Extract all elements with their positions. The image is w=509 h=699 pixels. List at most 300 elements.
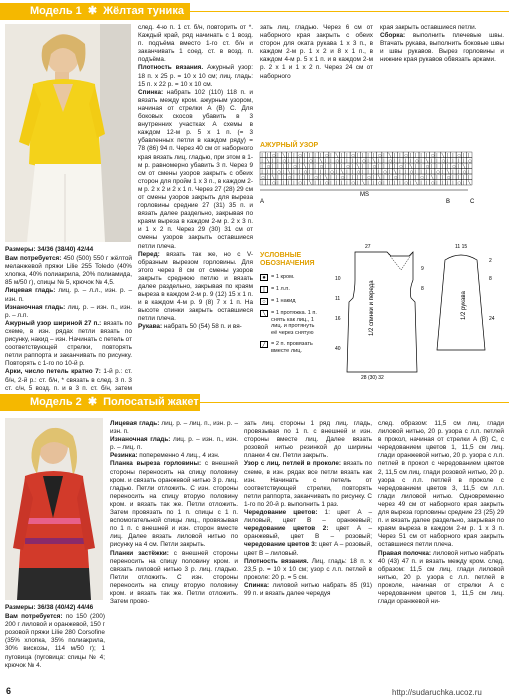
chart-symbol: | bbox=[325, 163, 327, 169]
chart-symbol: | bbox=[293, 179, 295, 185]
chart-symbol: ╲ bbox=[441, 152, 445, 158]
chart-arrow-a: A bbox=[260, 199, 265, 205]
chart-symbol: ╲ bbox=[431, 174, 434, 180]
dim-2: 2 bbox=[489, 258, 492, 264]
chart-symbol: | bbox=[362, 152, 364, 158]
chart-symbol: ○ bbox=[303, 168, 308, 174]
chart-symbol: ╲ bbox=[340, 168, 344, 174]
chart-symbol: | bbox=[452, 179, 454, 185]
chart-symbol: ╲ bbox=[319, 157, 323, 163]
chart-symbol: | bbox=[409, 174, 412, 180]
chart-symbol: | bbox=[272, 163, 274, 169]
paragraph: Спинка: набрать 102 (110) 118 п. и вязать между кром. ажурным узором, начиная от стрелки A (B) C. Для боковых скосов убавить в 3 внутренних участках A схемы в каждом 12-м р. 5 x 1 п. (= 3 убавленных петли в каждом ряду) = 78 (86) 94 п. Через 40 см от наборного края вязать лиц. гладью, при этом в 1-м р. равномерно убавить 3 п. Через 9 см от смены узоров закрыть с обеих сторон для пройм 1 x 3 п., в каждом 2-м р. 2 x 2 и 2 x 1 п. Через 27 (28) 29 см от смены узоров закрыть для выреза горловины средние 27 (31) 35 п. и вязать далее раздельно, закрывая по краям выреза в каждом 2-м р. 2 x 3 п. и 1 x 2 п. Через 29 (30) 31 см от смены узоров закрыть оставшиеся петли плеча. bbox=[138, 88, 253, 250]
chart-symbol: | bbox=[388, 174, 390, 180]
chart-symbol: | bbox=[431, 157, 433, 163]
chart-symbol: ○ bbox=[372, 163, 377, 169]
v-neck-line bbox=[387, 252, 413, 270]
legend-knit: = 1 л.п. bbox=[271, 286, 290, 292]
chart-symbol: | bbox=[383, 157, 385, 163]
chart-symbol: ╲ bbox=[335, 152, 339, 158]
chart-symbol: | bbox=[346, 174, 348, 180]
chart-symbol: ○ bbox=[309, 157, 313, 163]
dim-11: 11 bbox=[335, 296, 341, 302]
woman-striped-jacket-image bbox=[5, 418, 103, 600]
chart-symbol: ○ bbox=[399, 163, 403, 169]
legend-symbol-k2tog: ╱ bbox=[260, 341, 268, 348]
legend-ssk: = 1 протяжка. 1 п. снять как лиц., 1 лиц. и протянуть её через снятую bbox=[271, 310, 317, 336]
paragraph: Лицевая гладь: лиц. р. – л.л., изн. р. – изн. п. bbox=[5, 287, 132, 303]
chart-symbol: | bbox=[340, 157, 343, 163]
sleeve-label: 1/2 рукава bbox=[461, 291, 467, 320]
paragraph: Правая полочка: лиловой нитью набрать 40 (43) 47 п. и вязать между кром. след. образом: 11,5 см лиц. глади лиловой нитью, 20 р. узора с л.п. петлей в проколе, начиная от стрелки A с чередованием цветов 1, 11,5 см лиц. глади оранжевой ни- bbox=[378, 549, 504, 606]
chart-symbol: | bbox=[325, 157, 327, 163]
chart-symbol: | bbox=[303, 179, 306, 185]
paragraph: след. образом: 11,5 см лиц. глади лиловой нитью, 20 р. узора с л.п. петлей в прокол, начиная от стрелки A (B) C, с чередованием цветов 1, 11,5 см лиц. глади оранжевой нитью, 20 р. узора с л.п. петлей в прокол с чередованием цветов 2, 11,5 см лиц. глади розовой нитью, 20 р. узора с л.п. петлей в проколе с чередованием цветов 3, 11,5 см л.п. глади лиловой нитью. Одновременно через 49 см от наборного края закрыть для выреза горловины средние 23 (25) 29 п. и вязать далее раздельно, закрывая по краям выреза в каждом 2-м р. 1 x 3 п. Через 51 см от наборного края закрыть оставшиеся петли плеча. bbox=[378, 420, 504, 549]
chart-symbol: ╲ bbox=[356, 163, 360, 169]
chart-symbol: ╲ bbox=[287, 168, 291, 174]
chart-symbol: | bbox=[287, 179, 290, 185]
chart-symbol: ○ bbox=[409, 168, 414, 174]
chart-symbol: | bbox=[468, 152, 470, 158]
chart-symbol: | bbox=[415, 163, 417, 169]
chart-symbol: | bbox=[462, 152, 465, 158]
paragraph: Спинка: лиловой нитью набрать 85 (91) 99 п. и вязать далее чередуя bbox=[244, 581, 372, 597]
chart-symbol: | bbox=[335, 163, 337, 169]
chart-symbol: | bbox=[383, 163, 385, 169]
lace-pattern-label: АЖУРНЫЙ УЗОР bbox=[260, 142, 319, 149]
chart-symbol: | bbox=[372, 174, 375, 180]
dim-8: 8 bbox=[421, 286, 424, 292]
chart-arrow-c: C bbox=[470, 199, 475, 205]
chart-symbol: | bbox=[399, 157, 401, 163]
chart-symbol: | bbox=[462, 157, 465, 163]
chart-symbol: | bbox=[415, 168, 417, 174]
chart-symbol: | bbox=[261, 152, 263, 158]
chart-symbol: ╲ bbox=[309, 179, 312, 185]
chart-symbol: ○ bbox=[393, 174, 398, 180]
chart-symbol: | bbox=[462, 174, 465, 180]
chart-symbol: | bbox=[330, 157, 332, 163]
paragraph: Изнаночная гладь: лиц. р. – изн. п., изн. р. – лиц. п. bbox=[110, 436, 238, 452]
chart-symbol: | bbox=[446, 163, 449, 169]
chart-symbol: | bbox=[330, 174, 332, 180]
chart-symbol: | bbox=[446, 152, 449, 158]
chart-symbol: | bbox=[462, 179, 465, 185]
chart-symbol: | bbox=[415, 174, 417, 180]
model2-photo bbox=[5, 418, 103, 600]
legend-symbol-yo: ○ bbox=[260, 298, 268, 305]
chart-symbol: | bbox=[431, 168, 433, 174]
chart-symbol: ○ bbox=[272, 179, 276, 185]
model1-col2-text bbox=[138, 24, 253, 332]
chart-symbol: | bbox=[436, 157, 438, 163]
chart-symbol: | bbox=[277, 163, 279, 169]
legend-label: УСЛОВНЫЕ ОБОЗНАЧЕНИЯ bbox=[260, 252, 315, 267]
chart-symbol: ╲ bbox=[393, 168, 397, 174]
chart-symbol: | bbox=[393, 163, 396, 169]
chart-symbol: | bbox=[314, 157, 316, 163]
chart-symbol: | bbox=[282, 168, 284, 174]
legend-symbol-edge: ● bbox=[260, 274, 268, 281]
chart-symbol: ╲ bbox=[409, 163, 413, 169]
chart-symbol: | bbox=[367, 157, 369, 163]
chart-symbol: ○ bbox=[441, 157, 446, 163]
model2-column-2 bbox=[110, 420, 238, 682]
model1-col3-text: зать лиц. гладью. Через 6 см от наборного края закрыть с обеих сторон для оката рукава 1 x 3 п., в каждом 2-м р. 1 x 2 и 8 x 1 п., в каждом 4-м р. 5 x 1 п. и в каждом 2-м р. 2 x 1 и 1 x 2 п. Через 24 см от наборного bbox=[260, 24, 373, 80]
dim-27: 27 bbox=[365, 244, 371, 250]
chart-symbol: ○ bbox=[293, 163, 297, 169]
chart-symbol: | bbox=[277, 174, 279, 180]
chart-symbol: ○ bbox=[325, 179, 329, 185]
chart-symbol: | bbox=[325, 168, 327, 174]
chart-symbol: ○ bbox=[261, 174, 265, 180]
chart-symbol: | bbox=[399, 179, 401, 185]
chart-symbol: ╲ bbox=[462, 163, 466, 169]
chart-symbol: | bbox=[420, 179, 422, 185]
chart-symbol: ○ bbox=[282, 157, 287, 163]
chart-symbol: | bbox=[293, 157, 295, 163]
chart-symbol: | bbox=[266, 174, 269, 180]
chart-symbol: ╲ bbox=[362, 179, 365, 185]
chart-symbol: ○ bbox=[431, 179, 435, 185]
chart-symbol: | bbox=[298, 174, 300, 180]
chart-symbol: | bbox=[282, 179, 284, 185]
star-icon: ✱ bbox=[87, 396, 98, 408]
back-front-label: 1/2 спинки и переда bbox=[369, 280, 375, 336]
chart-symbol: | bbox=[330, 179, 332, 185]
source-url: http://sudaruchka.ucoz.ru bbox=[392, 688, 482, 697]
chart-symbol: | bbox=[346, 157, 348, 163]
chart-symbol: | bbox=[457, 157, 459, 163]
chart-symbol: ○ bbox=[436, 168, 440, 174]
chart-symbol: | bbox=[452, 152, 454, 158]
chart-symbol: | bbox=[420, 168, 422, 174]
chart-symbol: | bbox=[309, 174, 311, 180]
chart-symbol: | bbox=[266, 168, 269, 174]
chart-symbol: | bbox=[362, 168, 364, 174]
chart-symbol: | bbox=[314, 152, 316, 158]
woman-yellow-tunic-image bbox=[5, 24, 131, 242]
chart-symbol: | bbox=[420, 163, 422, 169]
chart-symbol: | bbox=[351, 174, 353, 180]
chart-symbol: | bbox=[266, 179, 269, 185]
dim-8b: 8 bbox=[489, 276, 492, 282]
chart-symbol: | bbox=[340, 163, 343, 169]
paragraph: Чередование цветов: 1: цвет A – лиловый, цвет B – оранжевый; чередование цветов 2: цвет A – оранжевый, цвет B – розовый; чередование цветов 3: цвет A – розовый, цвет B – лиловый. bbox=[244, 509, 372, 557]
chart-symbol: ○ bbox=[287, 174, 292, 180]
chart-symbol: | bbox=[378, 157, 380, 163]
chart-symbol: ○ bbox=[362, 157, 366, 163]
back-front-outline bbox=[347, 252, 417, 372]
chart-symbol: | bbox=[261, 157, 263, 163]
chart-symbol: ○ bbox=[314, 174, 318, 180]
chart-symbol: ╲ bbox=[266, 157, 270, 163]
chart-symbol: | bbox=[404, 157, 406, 163]
chart-symbol: ○ bbox=[462, 168, 467, 174]
chart-symbol: | bbox=[436, 179, 438, 185]
chart-symbol: | bbox=[287, 163, 290, 169]
chart-symbol: | bbox=[378, 163, 380, 169]
chart-arrow-b: B bbox=[446, 199, 451, 205]
chart-symbol: | bbox=[441, 163, 443, 169]
chart-symbol: | bbox=[425, 179, 428, 185]
chart-symbol: | bbox=[436, 163, 438, 169]
chart-symbol: ○ bbox=[415, 157, 419, 163]
page-number: 6 bbox=[6, 686, 12, 696]
chart-symbol: ○ bbox=[340, 174, 345, 180]
chart-symbol: | bbox=[314, 168, 316, 174]
chart-symbol: | bbox=[425, 152, 428, 158]
lace-pattern-chart bbox=[258, 150, 506, 206]
chart-symbol: | bbox=[340, 179, 343, 185]
chart-symbol: ╲ bbox=[272, 174, 275, 180]
chart-symbol: ○ bbox=[277, 168, 281, 174]
chart-symbol: | bbox=[319, 179, 322, 185]
chart-symbol: | bbox=[356, 152, 359, 158]
chart-symbol: | bbox=[409, 152, 412, 158]
chart-symbol: | bbox=[319, 168, 322, 174]
chart-symbol: | bbox=[356, 174, 359, 180]
chart-symbol: | bbox=[399, 174, 401, 180]
chart-symbol: ○ bbox=[383, 168, 387, 174]
paragraph: зать лиц. стороны 1 ряд лиц. гладь, провязывая по 1 п. с внешней и изн. стороны вместе лиц. Далее вязать розовой нитью резинкой до ширины планки 4 см. Петли закрыть. bbox=[244, 420, 372, 460]
dim-11-15: 11 15 bbox=[455, 244, 468, 250]
chart-symbol: ○ bbox=[356, 168, 361, 174]
chart-symbol: | bbox=[314, 163, 316, 169]
chart-symbol: | bbox=[399, 168, 401, 174]
legend-symbol-ssk: ╲ bbox=[260, 310, 268, 317]
chart-symbol: | bbox=[409, 157, 412, 163]
model1-number: Модель 1 bbox=[30, 5, 82, 17]
paragraph: Вам потребуется: 450 (500) 550 г жёлтой меланжевой пряжи Lilie 255 Toledo (40% хлопка, 40% полиакрила, 20% полиамида, 85 м/50 г), спицы № 5, крючок № 4,5. bbox=[5, 255, 132, 287]
chart-symbol: ○ bbox=[404, 152, 408, 158]
chart-symbol: | bbox=[335, 168, 337, 174]
chart-symbol: | bbox=[282, 163, 284, 169]
paragraph: Изнаночная гладь: лиц. р. – изн. п., изн. р. – л.п. bbox=[5, 303, 132, 319]
chart-symbol: | bbox=[441, 174, 443, 180]
chart-symbol: | bbox=[298, 163, 300, 169]
chart-symbol: | bbox=[293, 174, 295, 180]
chart-symbol: | bbox=[372, 179, 375, 185]
chart-symbol: | bbox=[272, 157, 274, 163]
chart-symbol: ○ bbox=[420, 174, 424, 180]
chart-symbol: | bbox=[436, 152, 438, 158]
model1-photo bbox=[5, 24, 131, 242]
chart-symbol: | bbox=[383, 179, 385, 185]
chart-symbol: | bbox=[303, 152, 306, 158]
dim-16: 16 bbox=[335, 316, 341, 322]
dim-40: 40 bbox=[335, 346, 341, 352]
chart-symbol: | bbox=[266, 152, 269, 158]
chart-symbol: | bbox=[425, 168, 428, 174]
chart-symbol: | bbox=[362, 163, 364, 169]
chart-symbol: | bbox=[298, 157, 300, 163]
ms-label: MS bbox=[360, 192, 369, 198]
paragraph: Плотность вязания. Ажурный узор: 18 п. x 25 р. = 10 x 10 см; лиц. гладь: 15 п. x 22 р. = 10 x 10 см. bbox=[138, 64, 254, 88]
chart-symbol: | bbox=[362, 174, 364, 180]
legend-yo: = 1 накид bbox=[271, 298, 296, 304]
model2-sizes: 36/38 (40/42) 44/46 bbox=[37, 604, 94, 611]
chart-symbol: ○ bbox=[298, 152, 302, 158]
chart-symbol: | bbox=[351, 163, 353, 169]
chart-symbol: | bbox=[351, 168, 353, 174]
chart-symbol: ○ bbox=[266, 163, 271, 169]
chart-symbol: | bbox=[367, 152, 369, 158]
star-icon: ✱ bbox=[87, 5, 98, 17]
model2-header bbox=[0, 394, 200, 411]
chart-symbol: | bbox=[452, 157, 454, 163]
chart-symbol: ○ bbox=[431, 152, 435, 158]
chart-symbol: | bbox=[309, 168, 311, 174]
chart-symbol: ○ bbox=[298, 179, 302, 185]
chart-symbol: ╲ bbox=[325, 174, 328, 180]
chart-symbol: | bbox=[404, 163, 406, 169]
paragraph: Лицевая гладь: лиц. р. – лиц. п., изн. р. – изн. п. bbox=[110, 420, 239, 436]
chart-symbol: | bbox=[409, 179, 412, 185]
chart-symbol: | bbox=[388, 179, 390, 185]
chart-symbol: | bbox=[431, 163, 433, 169]
chart-symbol: ○ bbox=[330, 168, 334, 174]
header-rule bbox=[190, 11, 509, 12]
chart-symbol: ╲ bbox=[415, 179, 418, 185]
chart-symbol: | bbox=[436, 174, 438, 180]
model1-column-2 bbox=[138, 24, 253, 384]
chart-symbol: | bbox=[452, 174, 454, 180]
paragraph: Рукава: набрать 50 (54) 58 п. и вя- bbox=[138, 323, 242, 331]
chart-symbol: ○ bbox=[388, 157, 393, 163]
model2-column-4 bbox=[378, 420, 504, 682]
chart-symbol: | bbox=[425, 174, 428, 180]
chart-symbol: | bbox=[261, 163, 263, 169]
chart-symbol: | bbox=[388, 168, 390, 174]
chart-symbol: | bbox=[468, 174, 470, 180]
paragraph: Арки, число петель кратно 7: 1-й р.: ст. б/н, 2-й р.: ст. б/н, * связать в след. 3 п. 3 ст. с/н, 5 возд. п. и в 3 п. ст. б/н, затем bbox=[5, 368, 132, 392]
chart-symbol: ○ bbox=[457, 179, 461, 185]
chart-symbol: | bbox=[330, 152, 332, 158]
chart-symbol: | bbox=[287, 157, 290, 163]
paragraph: Резинка: попеременно 4 лиц., 4 изн. bbox=[110, 452, 220, 460]
legend-symbol-knit: | bbox=[260, 286, 268, 293]
chart-symbol: | bbox=[335, 179, 337, 185]
chart-symbol: ○ bbox=[367, 174, 371, 180]
paragraph: Планки застёжки: с внешней стороны переносить на спицу половину кром. и связать лиловой нитью 3 р. лиц. гладью. Петли отложить. С изн. стороны переносить на спицу вторую половину кром. и вязать так же. Петли отложить. Затем прово- bbox=[110, 549, 238, 606]
chart-symbol: | bbox=[356, 179, 359, 185]
paragraph: Ажурный узор шириной 27 п.: вязать по схеме, в изн. рядах петли вязать по рисунку, накид – изн. Начинать с петель от соответствующей стрелки, повторять петли раппорта и заканчивать по рисунку. Повторять с 1-го по 10-й р. bbox=[5, 319, 132, 368]
chart-symbol: | bbox=[415, 152, 417, 158]
chart-symbol: | bbox=[383, 174, 385, 180]
chart-symbol: ○ bbox=[346, 163, 350, 169]
dim-width: 28 (30) 32 bbox=[361, 375, 384, 381]
chart-symbol: | bbox=[346, 179, 348, 185]
chart-symbol: | bbox=[303, 174, 306, 180]
chart-symbol: | bbox=[388, 163, 390, 169]
model2-title: Полосатый жакет bbox=[103, 396, 199, 408]
chart-symbol: ○ bbox=[378, 179, 382, 185]
chart-grid bbox=[260, 152, 472, 185]
chart-symbol: | bbox=[272, 168, 274, 174]
chart-symbol: | bbox=[378, 168, 380, 174]
chart-symbol: ○ bbox=[425, 163, 430, 169]
model2-sizes-label: Размеры: bbox=[5, 604, 36, 611]
model2-col3-text bbox=[244, 420, 372, 598]
chart-symbol: ○ bbox=[468, 157, 472, 163]
chart-symbol: | bbox=[446, 157, 449, 163]
chart-symbol: ╲ bbox=[372, 157, 376, 163]
model2-left-column bbox=[5, 604, 105, 684]
chart-symbol: ○ bbox=[446, 174, 451, 180]
chart-symbol: | bbox=[457, 168, 459, 174]
chart-symbol: | bbox=[420, 152, 422, 158]
chart-symbol: ╲ bbox=[388, 152, 392, 158]
chart-symbol: | bbox=[298, 168, 300, 174]
chart-symbol: | bbox=[404, 168, 406, 174]
chart-symbol: | bbox=[468, 168, 470, 174]
chart-symbol: ○ bbox=[404, 179, 408, 185]
chart-symbol: | bbox=[277, 157, 279, 163]
chart-symbol: ○ bbox=[325, 152, 329, 158]
model1-col4-text: края закрыть оставшиеся петли. Сборка: выполнить плечевые швы. Втачать рукава, выполнить боковые швы и швы рукавов. Вырез горловины и нижние края рукавов обвязать арками. bbox=[380, 24, 504, 64]
chart-symbol: ╲ bbox=[446, 168, 450, 174]
chart-symbol: | bbox=[293, 152, 295, 158]
model1-header bbox=[0, 3, 190, 20]
chart-symbol: | bbox=[372, 152, 375, 158]
chart-symbol: ○ bbox=[378, 152, 382, 158]
model2-number: Модель 2 bbox=[30, 396, 82, 408]
chart-symbol: ○ bbox=[319, 163, 324, 169]
paragraph: Узор с лиц. петлей в проколе: вязать по схеме, в изн. рядах все петли вязать как изн. Начинать с петель от соответствующей стрелки, повторять петли раппорта, заканчивать по рисунку. С 1-го по 20-й р. выполнить 1 раз. bbox=[244, 460, 372, 508]
chart-symbol: ○ bbox=[335, 157, 340, 163]
chart-symbol: | bbox=[457, 163, 459, 169]
chart-symbol: ○ bbox=[457, 152, 461, 158]
paragraph: Вам потребуется: по 150 (200) 200 г лиловой и оранжевой, 150 г розовой пряжи Lilie 280 Corsofine (35% хлопка, 35% полиакрила, 30% вискозы, 114 м/50 г); 1 пуговица (пуговица: спицы № 4; крючок № 4. bbox=[5, 613, 105, 669]
chart-symbol: | bbox=[340, 152, 343, 158]
chart-symbol: ╲ bbox=[303, 163, 307, 169]
model1-column-3-top bbox=[260, 24, 373, 108]
chart-symbol: | bbox=[399, 152, 401, 158]
legend-edge: = 1 кром. bbox=[271, 274, 295, 280]
chart-symbol: | bbox=[393, 152, 396, 158]
model2-column-3 bbox=[244, 420, 372, 682]
dim-10: 10 bbox=[335, 276, 341, 282]
chart-symbol: | bbox=[420, 157, 422, 163]
legend-k2tog: = 2 п. провязать вместе лиц. bbox=[271, 341, 313, 354]
chart-symbol: ○ bbox=[351, 152, 355, 158]
chart-symbol: | bbox=[309, 163, 311, 169]
model1-left-column bbox=[5, 246, 132, 392]
chart-symbol: | bbox=[346, 152, 348, 158]
chart-symbol: | bbox=[303, 157, 306, 163]
chart-symbol: | bbox=[367, 168, 369, 174]
chart-symbol: | bbox=[335, 174, 337, 180]
chart-symbol: | bbox=[441, 168, 443, 174]
chart-symbol: | bbox=[356, 157, 359, 163]
chart-symbol: | bbox=[393, 179, 396, 185]
legend-list bbox=[260, 274, 320, 355]
chart-symbol: | bbox=[452, 168, 454, 174]
dim-24: 24 bbox=[489, 316, 495, 322]
model1-sizes-label: Размеры: bbox=[5, 246, 36, 253]
chart-symbol: | bbox=[261, 168, 263, 174]
paragraph: Планка выреза горловины: с внешней стороны переносить на спицу половину кром. и связать оранжевой нитью 3 р. лиц. гладью. Петли отложить. С изн. стороны переносить на спицу вторую половину кром. и вязать так же. Петли отложить. Затем провязать по 1 п. спицы с 1 п. вспомогательной спицы лиц., провязывая по 1 п. с внешней и изн. сторон вместе лиц. Далее вязать лиловой нитью по рисунку на 4 см. Петли закрыть. bbox=[110, 460, 238, 549]
model2-left-text bbox=[5, 613, 105, 670]
chart-symbol: ╲ bbox=[282, 152, 286, 158]
model1-title: Жёлтая туника bbox=[103, 5, 184, 17]
chart-symbol: | bbox=[277, 152, 279, 158]
chart-symbol: | bbox=[293, 168, 295, 174]
chart-symbol: | bbox=[457, 174, 459, 180]
chart-symbol: | bbox=[319, 152, 322, 158]
model2-col4-text bbox=[378, 420, 504, 606]
